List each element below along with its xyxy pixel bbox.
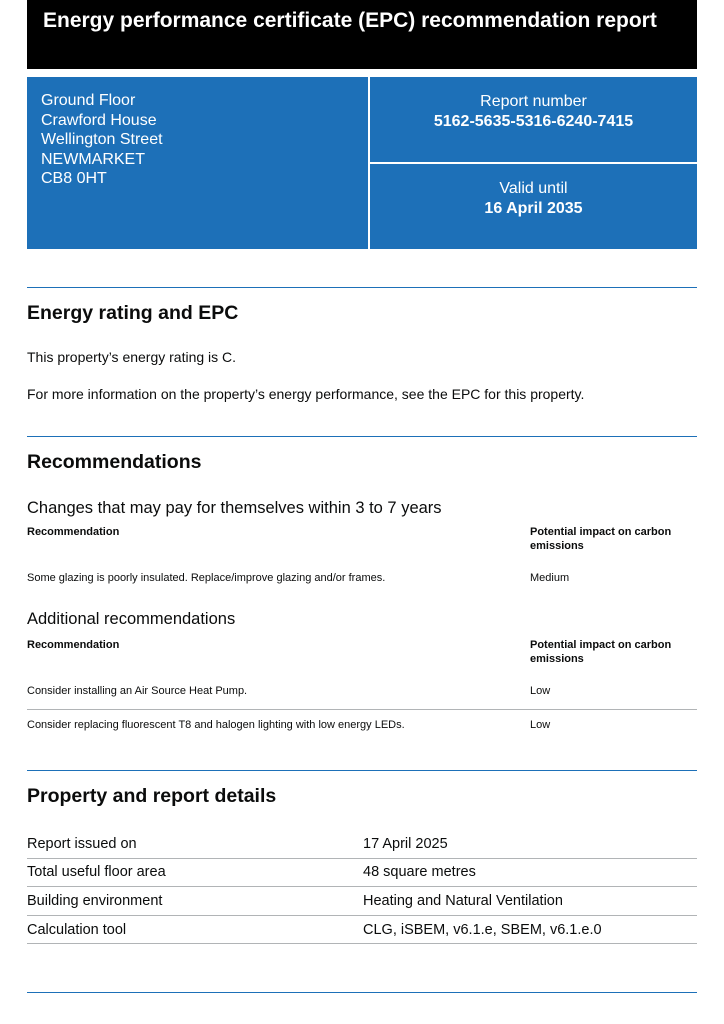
epc-info-text: For more information on the property’s energy performance, see the EPC for this property. (27, 386, 585, 402)
detail-row (27, 859, 697, 888)
recommendations-heading: Recommendations (27, 451, 202, 473)
table-header (27, 638, 697, 666)
report-number-label: Report number (480, 93, 587, 110)
detail-row (27, 916, 697, 945)
group-title-payback: Changes that may pay for themselves within 3 to 7 years (27, 499, 442, 517)
recommendation-cell: Some glazing is poorly insulated. Replace/improve glazing and/or frames. (27, 572, 386, 584)
detail-label: Calculation tool (27, 921, 127, 938)
detail-label: Building environment (27, 892, 163, 909)
table-header (27, 525, 697, 553)
table-row (27, 684, 697, 710)
section-divider (27, 770, 697, 771)
valid-until-box (370, 164, 697, 249)
page-title: Energy performance certificate (EPC) recommendation report (27, 0, 697, 69)
impact-cell: Medium (530, 572, 570, 584)
recommendations-table-payback (27, 525, 697, 585)
detail-value: CLG, iSBEM, v6.1.e, SBEM, v6.1.e.0 (363, 921, 602, 938)
impact-cell: Low (530, 719, 551, 731)
recommendations-table-additional (27, 638, 697, 732)
detail-value: 17 April 2025 (363, 835, 448, 852)
column-header-recommendation: Recommendation (27, 526, 120, 538)
details-table (27, 830, 697, 944)
address-line: Ground Floor (41, 92, 136, 109)
report-number-box (370, 77, 697, 162)
valid-until-label: Valid until (499, 180, 568, 197)
recommendation-cell: Consider replacing fluorescent T8 and halogen lighting with low energy LEDs. (27, 719, 405, 731)
energy-rating-text: This property’s energy rating is C. (27, 349, 237, 365)
address-postcode: CB8 0HT (41, 170, 107, 187)
column-header-impact: Potential impact on carbon emissions (530, 639, 672, 665)
detail-row (27, 887, 697, 916)
address-line: Crawford House (41, 111, 157, 129)
report-number-value: 5162-5635-5316-6240-7415 (433, 112, 634, 130)
section-divider (27, 436, 697, 437)
detail-label: Total useful floor area (27, 864, 166, 881)
detail-value: Heating and Natural Ventilation (363, 892, 563, 909)
section-divider (27, 287, 697, 288)
impact-cell: Low (530, 685, 551, 697)
recommendation-cell: Consider installing an Air Source Heat Pump. (27, 685, 248, 697)
details-heading: Property and report details (27, 785, 277, 807)
table-row (27, 571, 697, 585)
energy-rating-heading: Energy rating and EPC (27, 302, 239, 324)
address-line: NEWMARKET (41, 150, 145, 168)
section-divider (27, 992, 697, 993)
group-title-additional: Additional recommendations (27, 610, 236, 628)
column-header-impact: Potential impact on carbon emissions (530, 526, 672, 552)
detail-value: 48 square metres (363, 864, 476, 881)
detail-label: Report issued on (27, 835, 137, 852)
address-line: Wellington Street (41, 131, 163, 148)
property-address (27, 77, 368, 249)
certificate-summary (27, 77, 697, 249)
detail-row (27, 830, 697, 859)
table-row (27, 718, 697, 732)
column-header-recommendation: Recommendation (27, 639, 120, 651)
valid-until-value: 16 April 2035 (484, 199, 583, 217)
